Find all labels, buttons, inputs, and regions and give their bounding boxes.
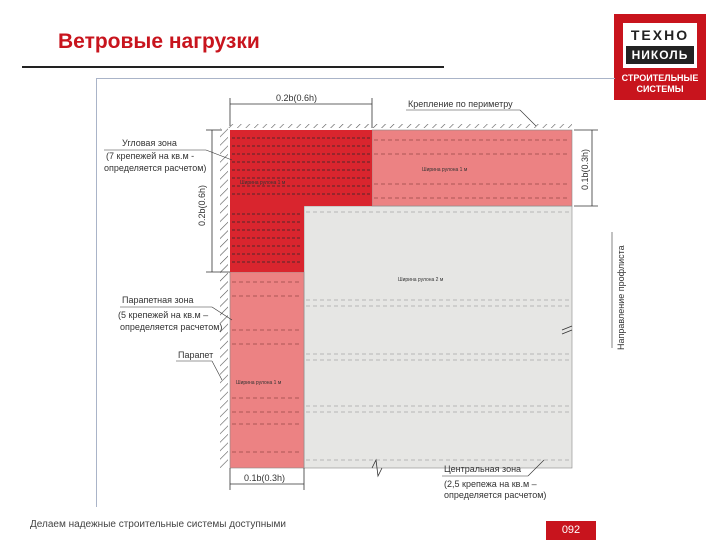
central-zone (304, 206, 572, 468)
corner-zone-desc-1: (7 крепежей на кв.м - (106, 151, 195, 161)
roll-width-top: Ширина рулона 1 м (422, 167, 468, 173)
page-title: Ветровые нагрузки (58, 30, 260, 53)
perimeter-fixing-label: Крепление по периметру (408, 99, 513, 109)
central-zone-title: Центральная зона (444, 464, 522, 474)
parapet-wall-hatch (220, 128, 228, 468)
central-zone-desc-2: определяется расчетом) (444, 490, 547, 500)
logo-subtitle-line2: СИСТЕМЫ (636, 84, 684, 94)
dim-left-label: 0.2b(0.6h) (197, 184, 207, 226)
roll-width-corner: Ширина рулона 1 м (240, 180, 286, 186)
logo-text-mid: НИКОЛЬ (626, 46, 694, 64)
top-edge-zone (372, 130, 572, 206)
logo-text-top: ТЕХНО (630, 27, 690, 43)
dim-top-label: 0.2b(0.6h) (276, 93, 318, 103)
profile-direction-label: Направление профлиста (616, 245, 626, 350)
footer-slogan: Делаем надежные строительные системы доступными (30, 519, 286, 530)
corner-zone-title: Угловая зона (122, 138, 177, 148)
parapet-zone-desc-2: определяется расчетом) (120, 322, 223, 332)
parapet-zone-title: Парапетная зона (122, 295, 194, 305)
roll-width-edge: Ширина рулона 1 м (236, 380, 282, 386)
corner-zone-top (230, 130, 372, 206)
page-number: 092 (546, 521, 596, 540)
central-zone-desc-1: (2,5 крепежа на кв.м – (444, 479, 537, 489)
dim-bottom-label: 0.1b(0.3h) (244, 473, 286, 483)
top-wall-hatch (228, 124, 572, 128)
logo-subtitle-line1: СТРОИТЕЛЬНЫЕ (621, 73, 699, 83)
parapet-zone-desc-1: (5 крепежей на кв.м – (118, 310, 209, 320)
dim-right-label: 0.1b(0.3h) (580, 148, 590, 190)
corner-zone-desc-2: определяется расчетом) (104, 163, 207, 173)
parapet-label: Парапет (178, 350, 214, 360)
parapet-edge-zone (230, 272, 304, 468)
roll-width-center: Ширина рулона 2 м (398, 277, 444, 283)
